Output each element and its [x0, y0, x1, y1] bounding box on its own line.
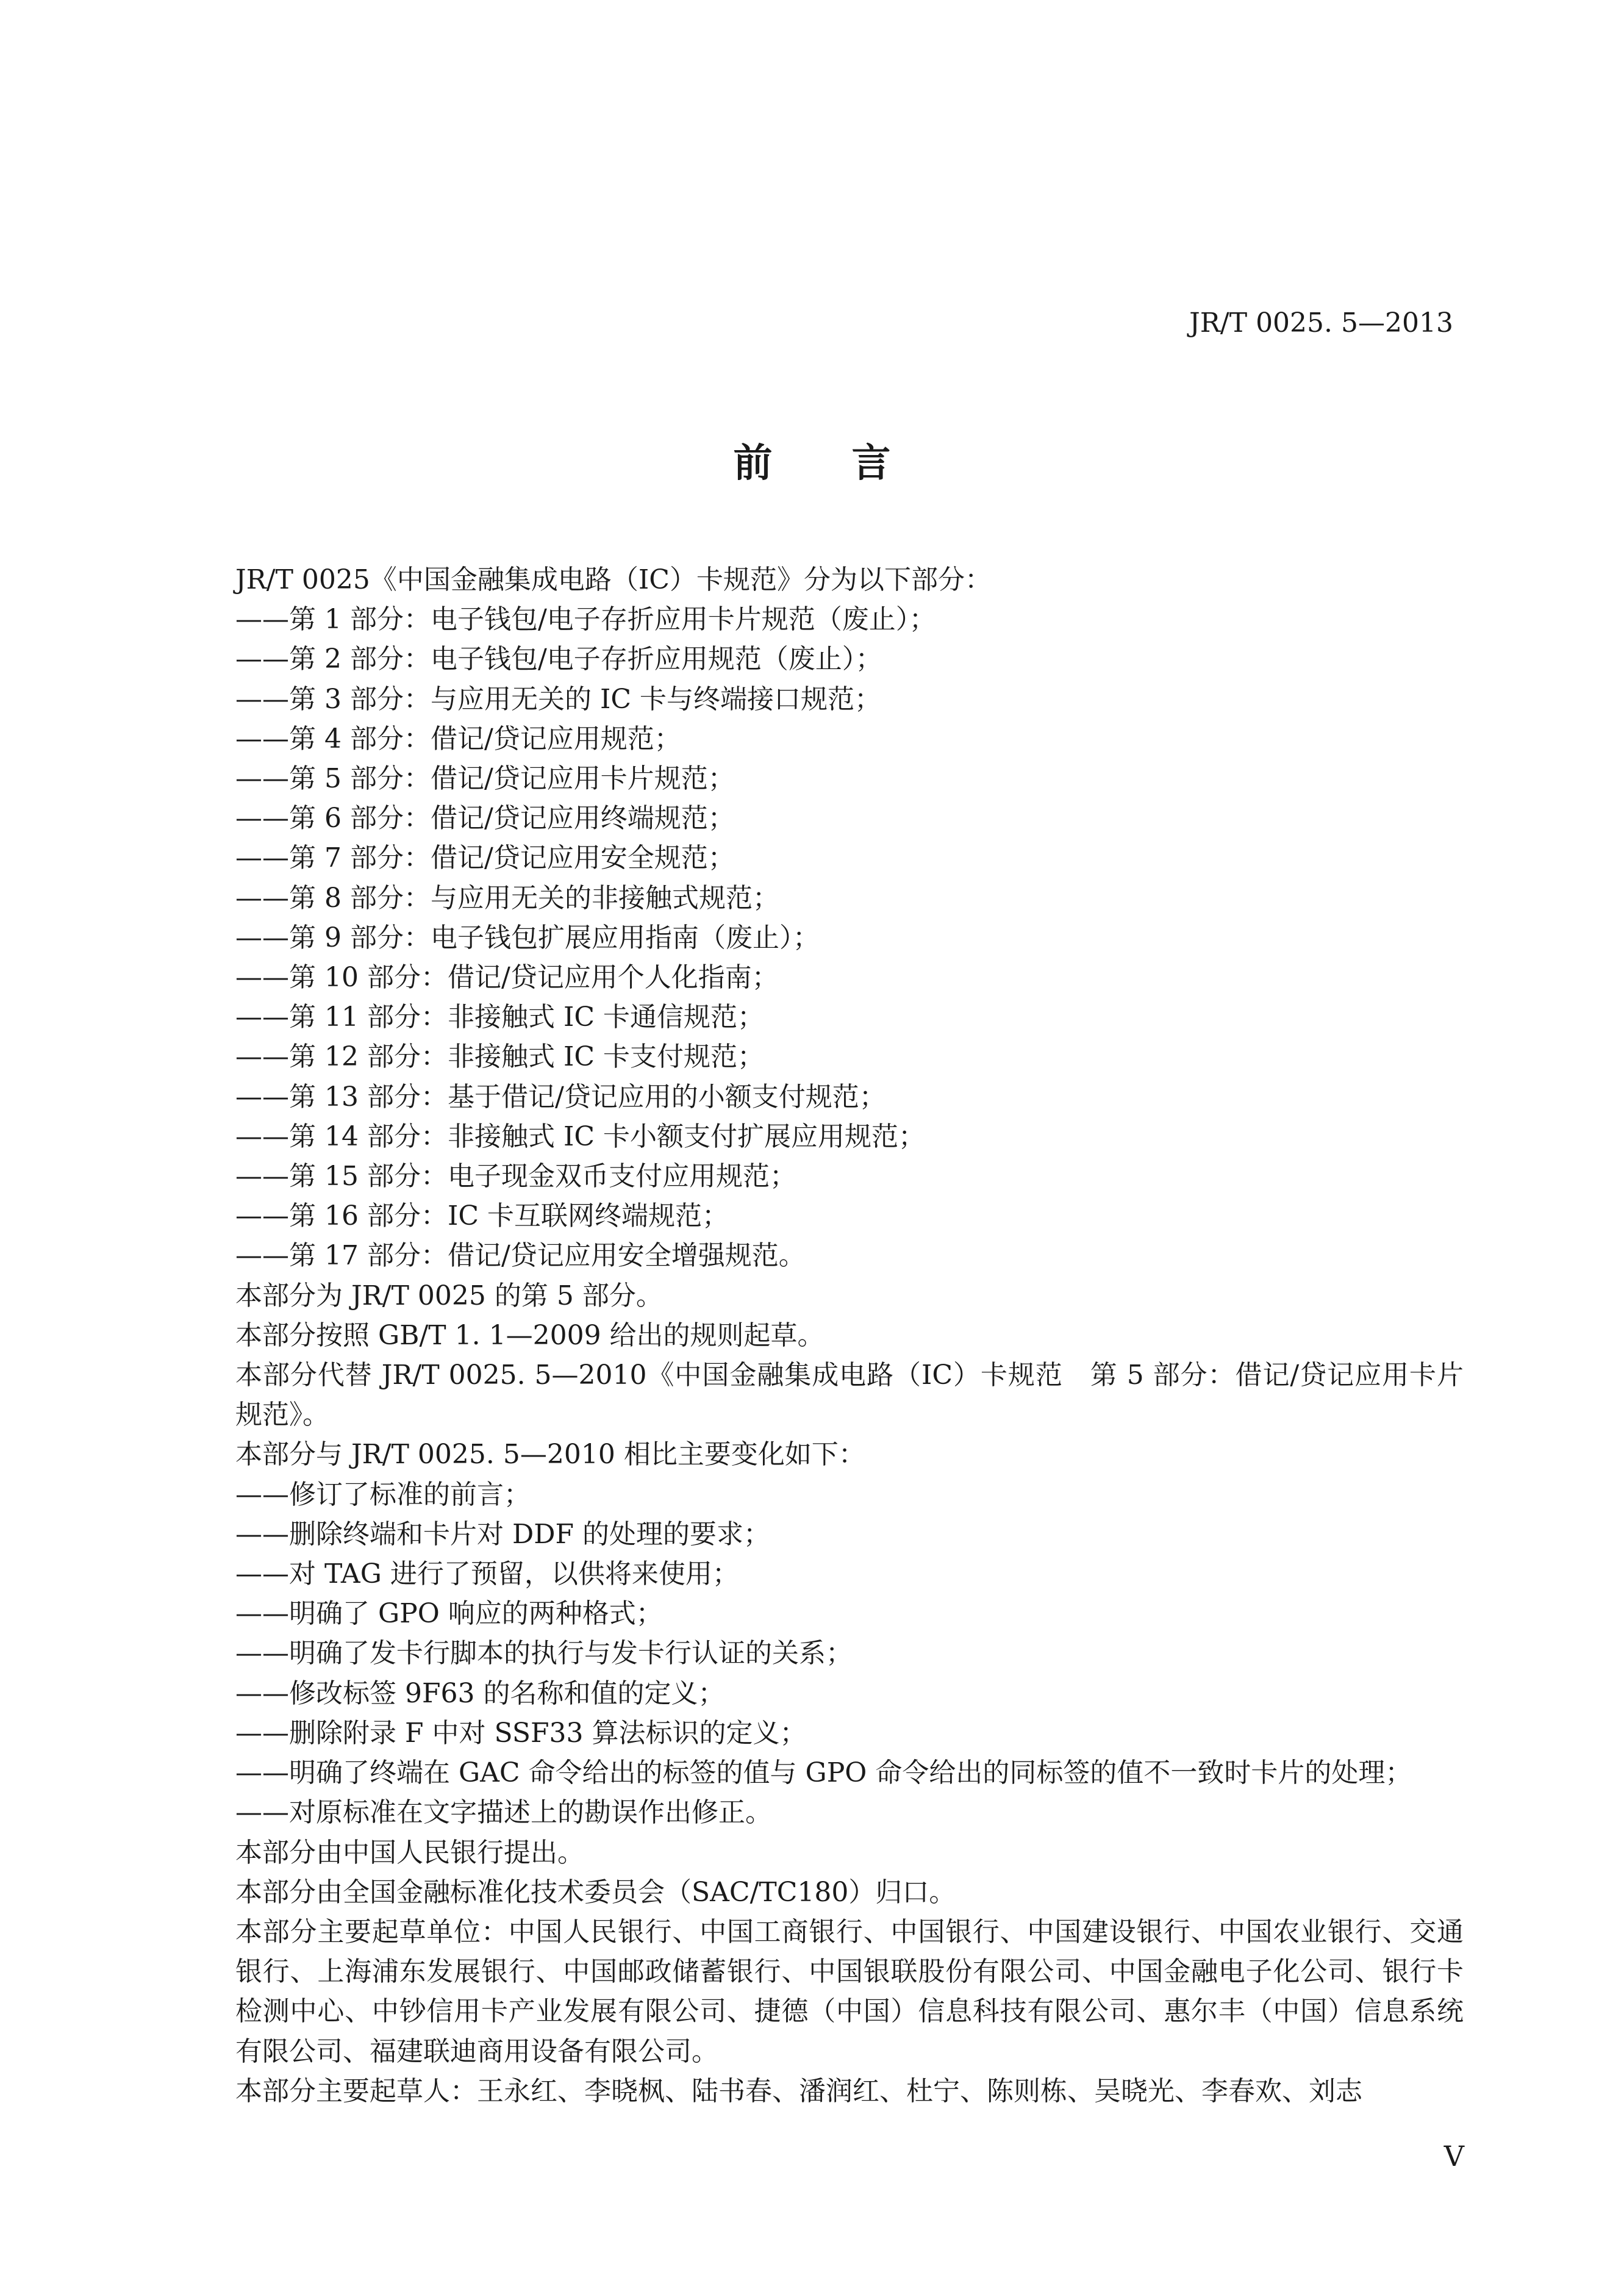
- paragraph-committee: 本部分由全国金融标准化技术委员会（SAC/TC180）归口。: [235, 1876, 956, 1908]
- list-item-part-11: ——第 11 部分：非接触式 IC 卡通信规范；: [235, 1002, 764, 1033]
- list-item-change-3: ——对 TAG 进行了预留，以供将来使用；: [235, 1558, 739, 1590]
- list-item-change-2: ——删除终端和卡片对 DDF 的处理的要求；: [235, 1518, 771, 1550]
- paragraph-drafting-rules: 本部分按照 GB/T 1. 1—2009 给出的规则起草。: [235, 1319, 825, 1351]
- list-item-part-12: ——第 12 部分：非接触式 IC 卡支付规范；: [235, 1041, 764, 1073]
- list-item-change-7: ——删除附录 F 中对 SSF33 算法标识的定义；: [235, 1717, 807, 1749]
- list-item-change-5: ——明确了发卡行脚本的执行与发卡行认证的关系；: [235, 1638, 853, 1669]
- paragraph-intro: JR/T 0025《中国金融集成电路（IC）卡规范》分为以下部分：: [235, 564, 992, 595]
- list-item-part-1: ——第 1 部分：电子钱包/电子存折应用卡片规范（废止）；: [235, 604, 936, 636]
- list-item-part-15: ——第 15 部分：电子现金双币支付应用规范；: [235, 1161, 796, 1192]
- list-item-part-5: ——第 5 部分：借记/贷记应用卡片规范；: [235, 763, 735, 795]
- foreword-body: [182, 560, 1464, 2111]
- list-item-change-6: ——修改标签 9F63 的名称和值的定义；: [235, 1677, 725, 1709]
- list-item-part-2: ——第 2 部分：电子钱包/电子存折应用规范（废止）；: [235, 643, 882, 675]
- list-item-part-9: ——第 9 部分：电子钱包扩展应用指南（废止）；: [235, 922, 820, 953]
- paragraph-drafters: 本部分主要起草人：王永红、李晓枫、陆书春、潘润红、杜宁、陈则栋、吴晓光、李春欢、刘志: [235, 2075, 1362, 2107]
- paragraph-changes-intro: 本部分与 JR/T 0025. 5—2010 相比主要变化如下：: [235, 1439, 865, 1471]
- list-item-part-10: ——第 10 部分：借记/贷记应用个人化指南；: [235, 962, 779, 994]
- list-item-part-4: ——第 4 部分：借记/贷记应用规范；: [235, 723, 681, 754]
- list-item-part-6: ——第 6 部分：借记/贷记应用终端规范；: [235, 803, 735, 834]
- list-item-part-17: ——第 17 部分：借记/贷记应用安全增强规范。: [235, 1240, 806, 1272]
- list-item-change-8: ——明确了终端在 GAC 命令给出的标签的值与 GPO 命令给出的同标签的值不一致时卡片的处理；: [235, 1757, 1412, 1789]
- list-item-change-9: ——对原标准在文字描述上的勘误作出修正。: [235, 1797, 772, 1829]
- list-item-part-3: ——第 3 部分：与应用无关的 IC 卡与终端接口规范；: [235, 683, 881, 715]
- list-item-part-14: ——第 14 部分：非接触式 IC 卡小额支付扩展应用规范；: [235, 1120, 925, 1152]
- paragraph-part-statement: 本部分为 JR/T 0025 的第 5 部分。: [235, 1280, 663, 1311]
- list-item-part-13: ——第 13 部分：基于借记/贷记应用的小额支付规范；: [235, 1081, 886, 1113]
- list-item-part-7: ——第 7 部分：借记/贷记应用安全规范；: [235, 842, 735, 874]
- list-item-change-4: ——明确了 GPO 响应的两种格式；: [235, 1598, 663, 1630]
- page-number: V: [1443, 2140, 1464, 2173]
- standard-code: JR/T 0025. 5—2013: [1189, 307, 1453, 339]
- list-item-part-16: ——第 16 部分：IC 卡互联网终端规范；: [235, 1200, 729, 1232]
- paragraph-proposer: 本部分由中国人民银行提出。: [235, 1837, 584, 1868]
- paragraph-replaces: 本部分代替 JR/T 0025. 5—2010《中国金融集成电路（IC）卡规范 第 5 部分：借记/贷记应用卡片规范》。: [235, 1360, 1464, 1431]
- page-title: 前言: [733, 441, 970, 486]
- list-item-change-1: ——修订了标准的前言；: [235, 1478, 531, 1510]
- list-item-part-8: ——第 8 部分：与应用无关的非接触式规范；: [235, 882, 779, 914]
- paragraph-drafting-units: 本部分主要起草单位：中国人民银行、中国工商银行、中国银行、中国建设银行、中国农业银行、交通银行、上海浦东发展银行、中国邮政储蓄银行、中国银联股份有限公司、中国金融电子化公司、银行卡检测中心、中钞信用卡产业发展有限公司、捷德（中国）信息科技有限公司、惠尔丰（中国）信息系统有限公司、福建联迪商用设备有限公司。: [235, 1916, 1464, 2067]
